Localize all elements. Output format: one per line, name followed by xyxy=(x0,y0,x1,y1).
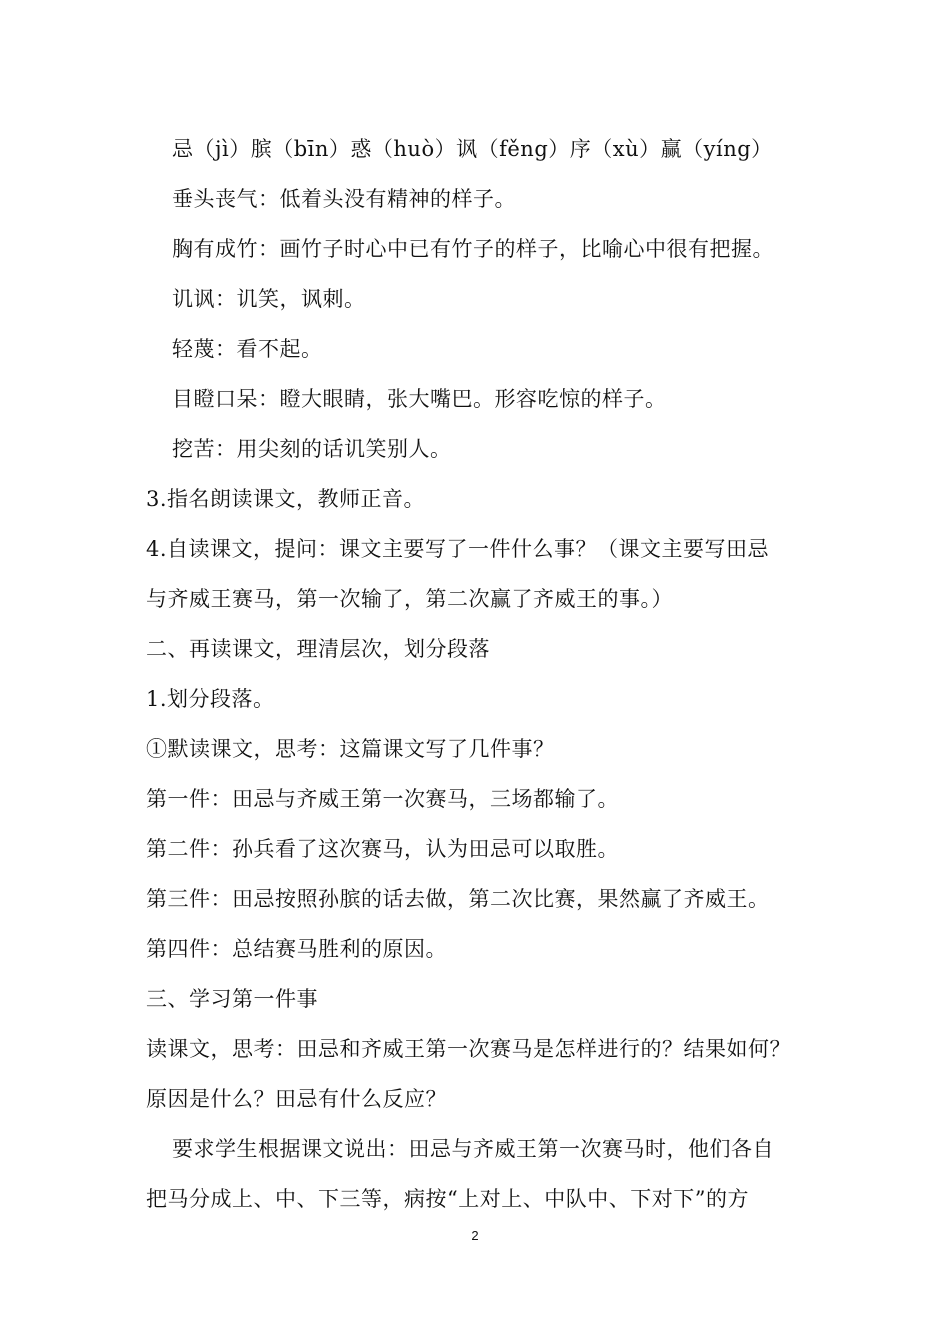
vocab-definition: 目瞪口呆：瞪大眼睛，张大嘴巴。形容吃惊的样子。 xyxy=(172,387,667,411)
vocab-definition: 讥讽：讥笑，讽刺。 xyxy=(172,287,366,311)
paragraph-line: 与齐威王赛马，第一次输了，第二次赢了齐威王的事。） xyxy=(146,587,673,611)
vocab-definition: 轻蔑：看不起。 xyxy=(172,337,323,361)
event-item: 第一件：田忌与齐威王第一次赛马，三场都输了。 xyxy=(146,787,619,811)
event-item: 第三件：田忌按照孙膑的话去做，第二次比赛，果然赢了齐威王。 xyxy=(146,887,770,911)
numbered-step: 1.划分段落。 xyxy=(146,687,275,711)
numbered-step: 3.指名朗读课文，教师正音。 xyxy=(146,487,426,511)
numbered-step: 4.自读课文，提问：课文主要写了一件什么事？（课文主要写田忌 xyxy=(146,537,770,561)
paragraph-line: 要求学生根据课文说出：田忌与齐威王第一次赛马时，他们各自 xyxy=(172,1137,774,1161)
pinyin-line: 忌（jì）膑（bīn）惑（huò）讽（fěng）序（xù）赢（yíng） xyxy=(172,137,773,161)
event-item: 第四件：总结赛马胜利的原因。 xyxy=(146,937,447,961)
paragraph-line: 原因是什么？田忌有什么反应？ xyxy=(146,1087,447,1111)
vocab-definition: 垂头丧气：低着头没有精神的样子。 xyxy=(172,187,516,211)
vocab-definition: 挖苦：用尖刻的话讥笑别人。 xyxy=(172,437,452,461)
paragraph-line: 读课文，思考：田忌和齐威王第一次赛马是怎样进行的？结果如何？ xyxy=(146,1037,791,1061)
section-heading: 二、再读课文，理清层次，划分段落 xyxy=(146,637,490,661)
paragraph-line: 把马分成上、中、下三等，病按“上对上、中队中、下对下”的方 xyxy=(146,1187,749,1211)
event-item: 第二件：孙兵看了这次赛马，认为田忌可以取胜。 xyxy=(146,837,619,861)
page-number: 2 xyxy=(471,1228,479,1243)
circled-step: ①默读课文，思考：这篇课文写了几件事？ xyxy=(146,737,555,761)
section-heading: 三、学习第一件事 xyxy=(146,987,318,1011)
vocab-definition: 胸有成竹：画竹子时心中已有竹子的样子，比喻心中很有把握。 xyxy=(172,237,774,261)
